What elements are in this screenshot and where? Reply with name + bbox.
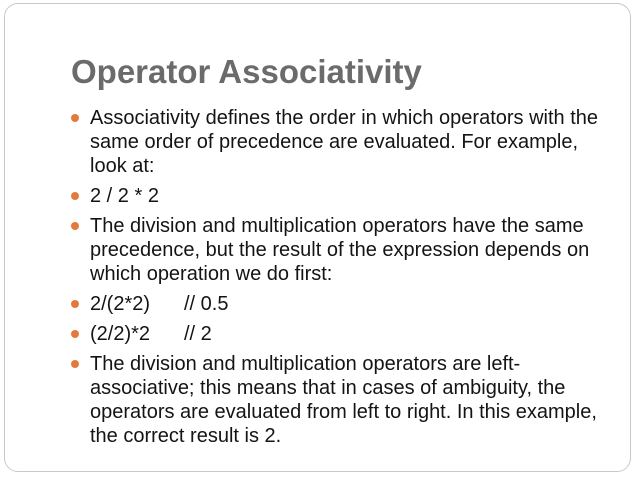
- bullet-dot-icon: [71, 222, 79, 230]
- expression-result: // 2: [184, 323, 212, 345]
- expression-text: 2/(2*2): [90, 293, 151, 315]
- bullet-item: [71, 322, 611, 346]
- bullet-dot-icon: [71, 114, 79, 122]
- bullet-list: [71, 106, 611, 454]
- bullet-text: Associativity defines the order in which operators with the same order of precedence are evaluated. For example, look at:: [90, 107, 599, 177]
- bullet-item: [71, 184, 611, 208]
- bullet-item: [71, 352, 611, 448]
- bullet-text: 2 / 2 * 2: [90, 185, 159, 207]
- bullet-text: The division and multiplication operators are left-associative; this means that in cases of ambiguity, the operators are evaluated from left to right. In this example, the correct result is 2.: [90, 353, 597, 447]
- bullet-item: [71, 292, 611, 316]
- slide-title: Operator Associativity: [71, 53, 422, 90]
- bullet-dot-icon: [71, 360, 79, 368]
- bullet-item: [71, 214, 611, 286]
- bullet-text: The division and multiplication operators have the same precedence, but the result of the expression depends on which operation we do first:: [90, 215, 590, 285]
- bullet-dot-icon: [71, 192, 79, 200]
- bullet-dot-icon: [71, 300, 79, 308]
- expression-result: // 0.5: [184, 293, 229, 315]
- bullet-item: [71, 106, 611, 178]
- bullet-dot-icon: [71, 330, 79, 338]
- expression-text: (2/2)*2: [90, 323, 151, 345]
